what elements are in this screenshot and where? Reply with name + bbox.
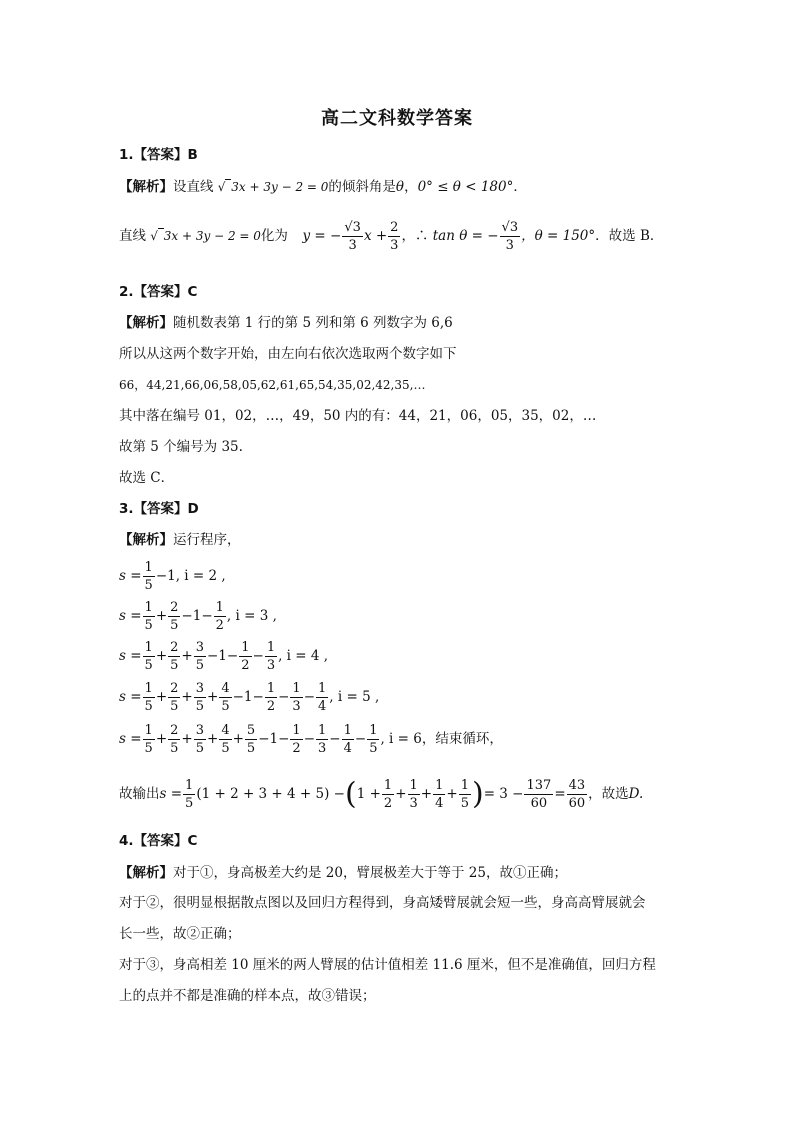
analysis-tag: 【解析】: [119, 865, 173, 881]
q1-l2-pre: 直线: [119, 228, 146, 244]
q1-conclusion: ．故选 B．: [595, 228, 664, 244]
answer-tag: 【答案】: [133, 501, 188, 517]
q2-line-6: 故选 C．: [119, 470, 175, 486]
q4-line-5: 上的点并不都是准确的样本点，故③错误；: [119, 988, 376, 1004]
q1-theta-value: ，θ = 150°: [521, 228, 596, 244]
q2-answer-line: [119, 282, 197, 302]
q2-line-4: 其中落在编号 01，02，…，49，50 内的有：44，21，06，05，35，02，…: [119, 408, 597, 424]
q1-therefore: ，∴: [401, 228, 429, 244]
q2-number: 2.: [119, 284, 134, 300]
q3-intro: 运行程序，: [173, 532, 241, 548]
answer-tag: 【答案】: [133, 147, 188, 163]
q2-line-5: 故第 5 个编号为 35.: [119, 439, 243, 455]
q1-answer-line: [119, 145, 198, 165]
q1-sep: ，: [404, 179, 418, 195]
q1-line-equation-2: √ 3x + 3y − 2 = 0: [150, 229, 261, 243]
q3-analysis-line-1: [119, 530, 241, 550]
q3-step-1: s = $\frac{1}{5}$ −1, i = 2 ,: [119, 560, 226, 593]
q1-l2-mid: 化为: [260, 228, 288, 244]
q3-answer: D: [187, 501, 199, 517]
q1-l1-end: ．: [513, 179, 527, 195]
q4-line-4: 对于③，身高相差 10 厘米的两人臂展的估计值相差 11.6 厘米，但不是准确值，回归方程: [119, 957, 656, 973]
answer-tag: 【答案】: [133, 284, 188, 300]
q1-tan: tan θ = − $\frac{√3}{3}$: [432, 220, 519, 253]
q1-l1-pre: 设直线: [173, 179, 214, 195]
q2-answer: C: [187, 284, 198, 300]
q1-angle-range: 0° ≤ θ < 180°: [417, 179, 514, 195]
q1-analysis-line-1: [119, 177, 527, 197]
q2-analysis-line-1: [119, 313, 453, 333]
page-title: 高二文科数学答案: [321, 108, 473, 129]
q3-answer-line: [119, 499, 199, 519]
q1-analysis-line-2: [119, 216, 663, 256]
q1-slope-form: y = − $\frac{√3}{3}$ x + $\frac{2}{3}$: [302, 220, 399, 253]
q3-number: 3.: [119, 501, 134, 517]
analysis-tag: 【解析】: [119, 315, 173, 331]
q3-step-3: s = $\frac{1}{5}$ + $\frac{2}{5}$ + $\frac{3}{5}$ −1− $\frac{1}{2}$ − $\frac{1}{3}$ , i = 4 ,: [119, 640, 329, 673]
q3-step-5: s = $\frac{1}{5}$ + $\frac{2}{5}$ + $\frac{3}{5}$ + $\frac{4}{5}$ + $\frac{5}{5}$ −1− $\frac{1}{2}$ − $\frac{1}{3}$ − $\frac{1}{4}$ − $\frac{1}{5}$ , i = 6，结束循环，: [119, 723, 503, 756]
q3-output-choice: D.: [628, 786, 644, 802]
q4-analysis-line-1: [119, 863, 567, 883]
q4-line-2: 对于②，很明显根据散点图以及回归方程得到，身高矮臂展就会短一些，身高高臂展就会: [119, 895, 646, 911]
q1-answer: B: [187, 147, 198, 163]
analysis-tag: 【解析】: [119, 179, 173, 195]
q4-text-1: 对于①，身高极差大约是 20，臂展极差大于等于 25，故①正确；: [173, 865, 567, 881]
q3-output-expression: s = $\frac{1}{5}$ (1 + 2 + 3 + 4 + 5) −(1 + $\frac{1}{2}$ + $\frac{1}{3}$ + $\frac{1}{4}$ + $\frac{1}{5}$ )= 3 − $\frac{137}{60}$ = $\frac{43}{60}$: [159, 776, 586, 812]
q3-step-2: s = $\frac{1}{5}$ + $\frac{2}{5}$ −1− $\frac{1}{2}$ , i = 3 ,: [119, 600, 277, 633]
q1-theta: θ: [395, 179, 405, 195]
q1-number: 1.: [119, 147, 134, 163]
q4-answer-line: [119, 831, 197, 851]
q3-output-line: [119, 772, 643, 816]
q3-step-4: s = $\frac{1}{5}$ + $\frac{2}{5}$ + $\frac{3}{5}$ + $\frac{4}{5}$ −1− $\frac{1}{2}$ − $\frac{1}{3}$ − $\frac{1}{4}$ , i = 5 ,: [119, 681, 380, 714]
q2-line-2: 所以从这两个数字开始，由左向右依次选取两个数字如下: [119, 346, 457, 362]
q1-l1-mid: 的倾斜角是: [328, 179, 396, 195]
answer-tag: 【答案】: [133, 833, 188, 849]
q3-output-end: ，故选: [588, 786, 629, 802]
q1-line-equation: √ 3x + 3y − 2 = 0: [217, 180, 329, 194]
q4-answer: C: [187, 833, 198, 849]
analysis-tag: 【解析】: [119, 532, 173, 548]
q2-text-1: 随机数表第 1 行的第 5 列和第 6 列数字为 6,6: [173, 315, 453, 331]
q4-number: 4.: [119, 833, 134, 849]
q2-line-3: 66，44,21,66,06,58,05,62,61,65,54,35,02,42,35,…: [119, 378, 426, 392]
q3-output-pre: 故输出: [119, 786, 160, 802]
q4-line-3: 长一些，故②正确；: [119, 926, 241, 942]
